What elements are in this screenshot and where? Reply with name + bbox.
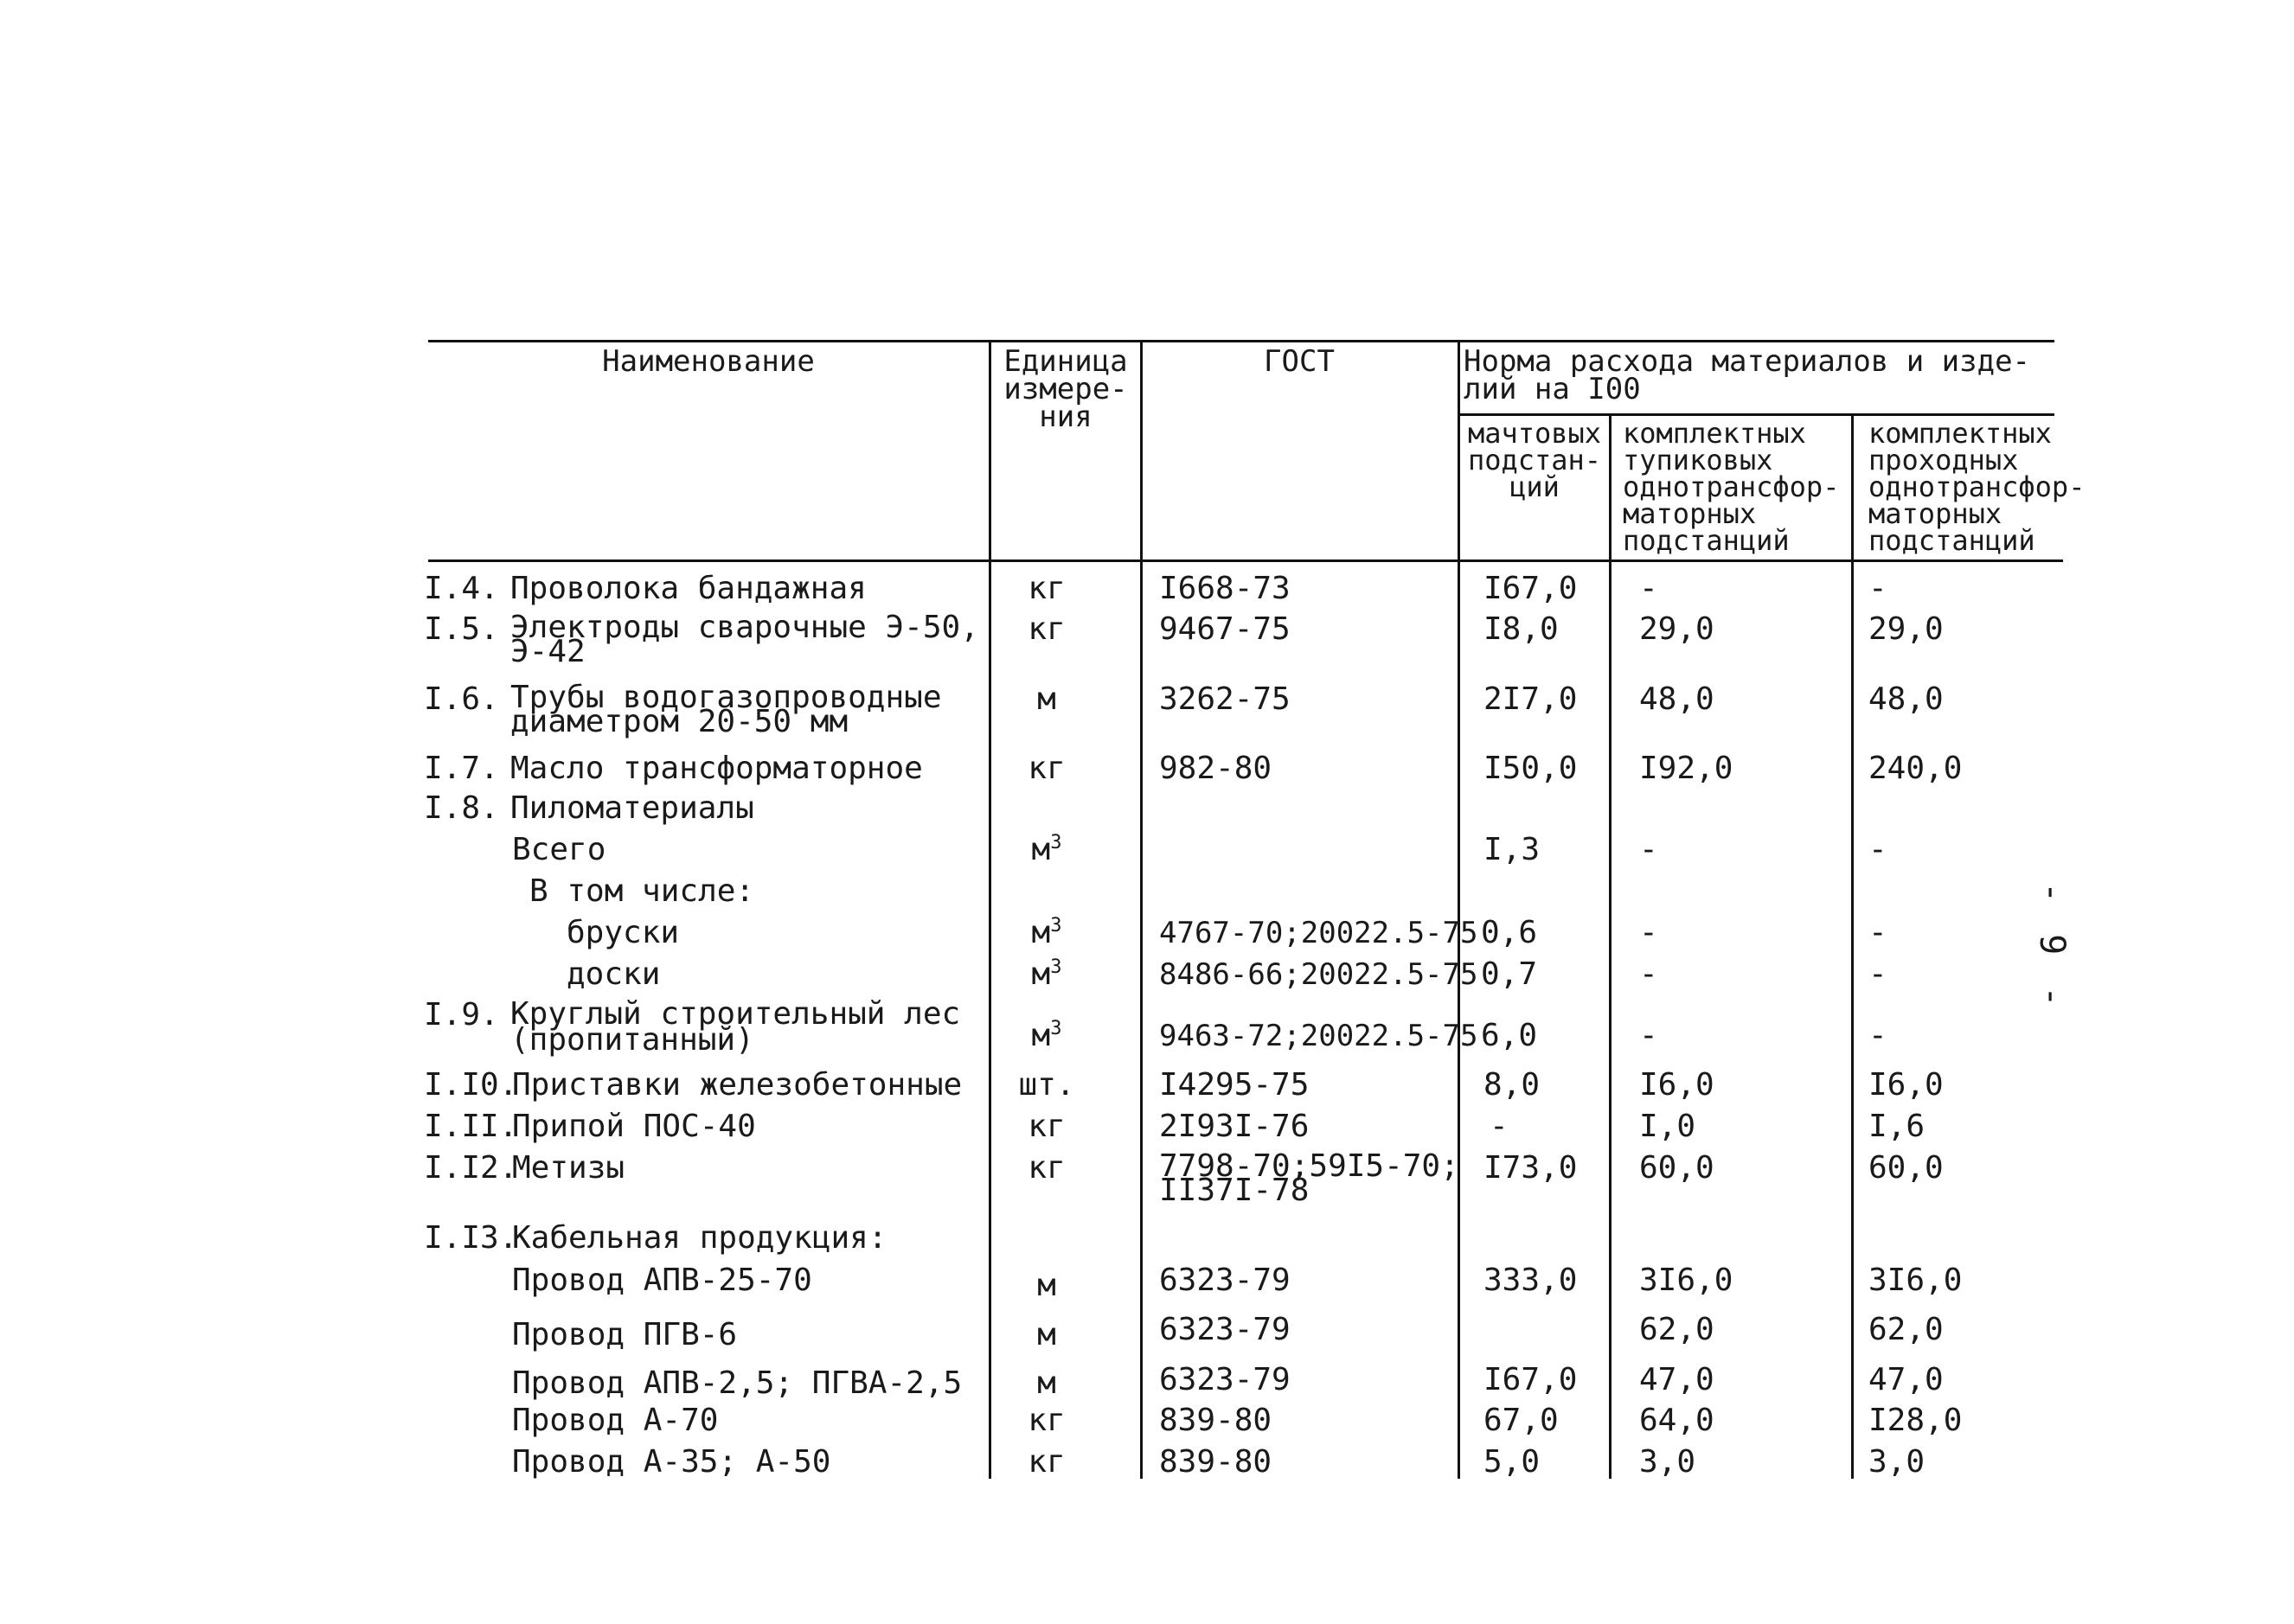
row-value-deadend: 3I6,0 <box>1639 1263 1733 1298</box>
row-value-passthrough: - <box>1868 1018 1887 1053</box>
row-unit: кг <box>1028 751 1066 786</box>
row-name: Метизы <box>512 1150 625 1186</box>
table-row <box>0 1067 2294 1106</box>
row-value-mast: - <box>1490 1109 1509 1144</box>
row-value-passthrough: I28,0 <box>1868 1403 1963 1438</box>
row-gost: 9467-75 <box>1159 611 1291 647</box>
row-value-deadend: I92,0 <box>1639 751 1733 786</box>
header-norm: Норма расхода материалов и изде- лий на I00 <box>1464 344 2031 406</box>
header-name: Наименование <box>602 344 815 379</box>
row-gost: 6323-79 <box>1159 1263 1291 1298</box>
row-unit: кг <box>1028 611 1066 647</box>
row-value-deadend: I6,0 <box>1639 1067 1714 1103</box>
row-name: Провод А-35; А-50 <box>512 1444 831 1480</box>
table-row <box>0 1220 2294 1259</box>
row-unit: $м^3$ <box>1031 956 1062 992</box>
row-value-mast: 5,0 <box>1483 1444 1541 1480</box>
row-name: Провод АПВ-2,5; ПГВА-2,5 <box>512 1365 963 1401</box>
row-number: I.8. <box>424 790 499 826</box>
row-unit: $м^3$ <box>1031 832 1062 867</box>
row-value-deadend: 60,0 <box>1639 1150 1714 1186</box>
row-value-passthrough: 240,0 <box>1868 751 1963 786</box>
row-name: Приставки железобетонные <box>512 1067 963 1103</box>
row-gost: 8486-66;20022.5-75 <box>1159 957 1478 992</box>
table-row <box>0 610 2294 669</box>
header-sub-deadend: комплектных тупиковых однотрансфор- маторных подстанций <box>1623 417 1840 557</box>
table-row <box>0 1362 2294 1401</box>
table-row <box>0 1312 2294 1352</box>
table-row <box>0 915 2294 954</box>
row-value-passthrough: - <box>1868 571 1887 606</box>
header-unit: Единица измере- ния <box>1003 344 1128 434</box>
row-gost: 4767-70;20022.5-75 <box>1159 916 1478 950</box>
row-name: Масло трансформаторное <box>510 751 923 786</box>
table-row <box>0 1263 2294 1303</box>
table-top-rule <box>428 340 2054 342</box>
row-unit: м <box>1037 681 1056 717</box>
row-name: Кабельная продукция: <box>512 1220 887 1256</box>
row-name: доски <box>567 956 661 992</box>
row-value-passthrough: I,6 <box>1868 1109 1926 1144</box>
row-gost: 839-80 <box>1159 1403 1272 1438</box>
row-value-deadend: - <box>1639 1018 1658 1053</box>
row-number: I.7. <box>424 751 499 786</box>
header-sub-passthrough: комплектных проходных однотрансфор- маторных подстанций <box>1868 417 2086 557</box>
row-gost: 7798-70;59I5-70; II37I-78 <box>1159 1148 1459 1208</box>
row-number: I.II. <box>424 1109 518 1144</box>
row-unit: $м^3$ <box>1031 1018 1062 1053</box>
row-value-passthrough: 3I6,0 <box>1868 1263 1963 1298</box>
row-unit: кг <box>1028 1150 1066 1186</box>
row-gost: 839-80 <box>1159 1444 1272 1480</box>
row-gost: 9463-72;20022.5-75 <box>1159 1019 1478 1053</box>
row-unit: м <box>1037 1317 1056 1352</box>
row-value-passthrough: 29,0 <box>1868 611 1944 647</box>
table-row <box>0 1444 2294 1483</box>
row-name: Электроды сварочные Э-50, Э-42 <box>510 610 979 669</box>
table-row <box>0 571 2294 610</box>
row-gost: 982-80 <box>1159 751 1272 786</box>
row-value-mast: 0,7 <box>1481 956 1538 992</box>
row-value-deadend: 3,0 <box>1639 1444 1696 1480</box>
row-gost: 3262-75 <box>1159 681 1291 717</box>
row-name: Пиломатериалы <box>510 790 754 826</box>
row-value-deadend: - <box>1639 915 1658 950</box>
row-number: I.I0. <box>424 1067 518 1103</box>
row-name: В том числе: <box>529 873 755 909</box>
row-number: I.I3. <box>424 1220 518 1256</box>
row-name: Проволока бандажная <box>510 571 867 606</box>
row-number: I.5. <box>424 611 499 647</box>
row-value-deadend: 62,0 <box>1639 1312 1714 1347</box>
row-name: бруски <box>567 915 680 950</box>
table-row <box>0 832 2294 871</box>
row-name: Всего <box>512 832 606 867</box>
row-unit: $м^3$ <box>1031 915 1062 950</box>
row-unit: кг <box>1028 1109 1066 1144</box>
row-value-passthrough: 62,0 <box>1868 1312 1944 1347</box>
row-value-passthrough: - <box>1868 832 1887 867</box>
row-unit: шт. <box>1018 1067 1075 1103</box>
row-unit: кг <box>1028 1403 1066 1438</box>
row-unit: кг <box>1028 1444 1066 1480</box>
table-row <box>0 1403 2294 1442</box>
row-gost: 6323-79 <box>1159 1312 1291 1347</box>
row-value-passthrough: - <box>1868 956 1887 992</box>
header-gost: ГОСТ <box>1264 344 1335 379</box>
row-gost: I668-73 <box>1159 571 1291 606</box>
row-value-passthrough: - <box>1868 915 1887 950</box>
row-value-mast: 67,0 <box>1483 1403 1559 1438</box>
row-number: I.9. <box>424 997 499 1033</box>
table-row <box>0 996 2294 1058</box>
row-value-mast: I,3 <box>1483 832 1541 867</box>
table-row <box>0 956 2294 995</box>
table-row <box>0 1148 2294 1208</box>
row-name: Трубы водогазопроводные диаметром 20-50 мм <box>510 680 942 739</box>
row-name: Провод АПВ-25-70 <box>512 1263 812 1298</box>
row-unit: кг <box>1028 571 1066 606</box>
norm-subheader-rule <box>1458 413 2054 416</box>
row-value-mast: I8,0 <box>1483 611 1559 647</box>
row-value-deadend: 47,0 <box>1639 1362 1714 1397</box>
table-row <box>0 1109 2294 1148</box>
row-value-passthrough: 60,0 <box>1868 1150 1944 1186</box>
row-number: I.I2. <box>424 1150 518 1186</box>
row-name: Круглый строительный лес (пропитанный) <box>510 996 961 1058</box>
header-bottom-rule <box>428 559 2063 562</box>
row-value-mast: I50,0 <box>1483 751 1578 786</box>
row-gost: I4295-75 <box>1159 1067 1310 1103</box>
row-value-mast: 333,0 <box>1483 1263 1578 1298</box>
row-value-deadend: 48,0 <box>1639 681 1714 717</box>
row-value-mast: 8,0 <box>1483 1067 1541 1103</box>
row-value-passthrough: 47,0 <box>1868 1362 1944 1397</box>
row-unit: м <box>1037 1365 1056 1401</box>
row-value-passthrough: I6,0 <box>1868 1067 1944 1103</box>
row-unit: м <box>1037 1268 1056 1303</box>
row-value-mast: I67,0 <box>1483 571 1578 606</box>
row-value-mast: 2I7,0 <box>1483 681 1578 717</box>
row-name: Провод ПГВ-6 <box>512 1317 738 1352</box>
row-value-deadend: - <box>1639 956 1658 992</box>
row-value-deadend: I,0 <box>1639 1109 1696 1144</box>
row-value-deadend: 64,0 <box>1639 1403 1714 1438</box>
page-number: - 9 - <box>2032 882 2072 1013</box>
row-gost: 6323-79 <box>1159 1362 1291 1397</box>
row-value-deadend: 29,0 <box>1639 611 1714 647</box>
row-number: I.6. <box>424 681 499 717</box>
row-value-deadend: - <box>1639 832 1658 867</box>
row-value-mast: 0,6 <box>1481 915 1538 950</box>
row-value-passthrough: 3,0 <box>1868 1444 1926 1480</box>
row-gost: 2I93I-76 <box>1159 1109 1310 1144</box>
row-value-passthrough: 48,0 <box>1868 681 1944 717</box>
row-name: Припой ПОС-40 <box>512 1109 756 1144</box>
table-row <box>0 873 2294 912</box>
row-value-mast: 6,0 <box>1481 1018 1538 1053</box>
row-number: I.4. <box>424 571 499 606</box>
table-row <box>0 751 2294 790</box>
row-value-deadend: - <box>1639 571 1658 606</box>
row-value-mast: I67,0 <box>1483 1362 1578 1397</box>
header-sub-mast: мачтовых подстан- ций <box>1467 417 1602 503</box>
table-row <box>0 790 2294 829</box>
row-name: Провод А-70 <box>512 1403 719 1438</box>
row-value-mast: I73,0 <box>1483 1150 1578 1186</box>
table-row <box>0 680 2294 739</box>
